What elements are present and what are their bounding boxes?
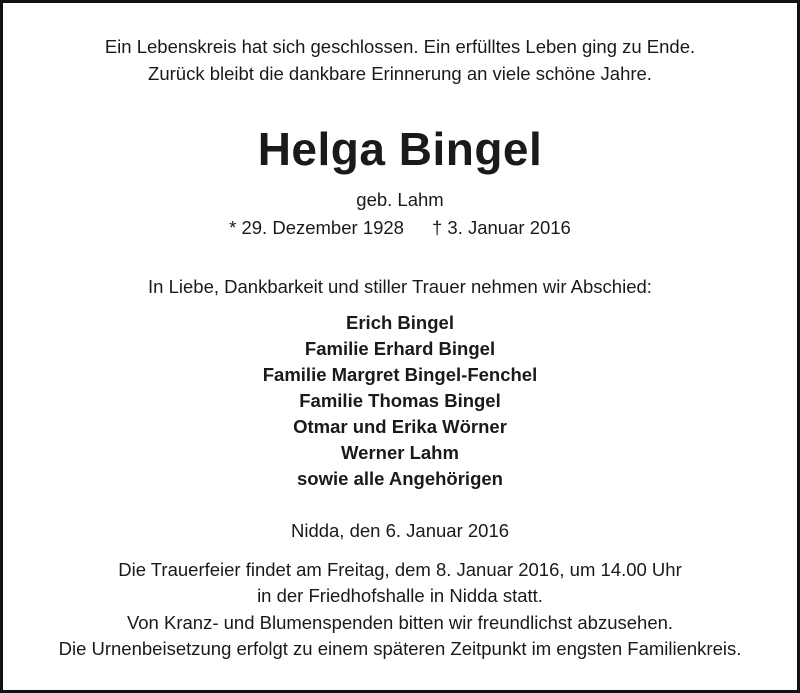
mourner: Familie Thomas Bingel (299, 390, 501, 411)
mourner: Familie Erhard Bingel (304, 338, 496, 359)
note-line: Die Trauerfeier findet am Freitag, dem 8. Januar 2016, um 14.00 Uhr (118, 559, 682, 580)
note-line: Von Kranz- und Blumenspenden bitten wir freundlichst abzusehen. (126, 612, 674, 633)
note-line: Die Urnenbeisetzung erfolgt zu einem späteren Zeitpunkt im engsten Familienkreis. (58, 638, 742, 659)
mourner: Erich Bingel (346, 312, 454, 333)
mourner: Otmar und Erika Wörner (293, 416, 507, 437)
note-line: in der Friedhofshalle in Nidda statt. (257, 585, 543, 606)
mourner: sowie alle Angehörigen (297, 468, 503, 489)
mourner: Werner Lahm (341, 442, 459, 463)
intro-line: Zurück bleibt die dankbare Erinnerung an viele schöne Jahre. (148, 63, 652, 84)
birth-date: * 29. Dezember 1928 (229, 217, 404, 238)
life-dates (3, 217, 797, 239)
place-date: Nidda, den 6. Januar 2016 (290, 520, 510, 541)
deceased-name: Helga Bingel (257, 123, 543, 175)
mourner: Familie Margret Bingel-Fenchel (262, 364, 538, 385)
farewell-text: In Liebe, Dankbarkeit und stiller Trauer nehmen wir Abschied: (148, 276, 652, 297)
birth-name: geb. Lahm (356, 189, 444, 210)
intro-line: Ein Lebenskreis hat sich geschlossen. Ein erfülltes Leben ging zu Ende. (104, 36, 696, 57)
death-date: † 3. Januar 2016 (431, 217, 571, 238)
